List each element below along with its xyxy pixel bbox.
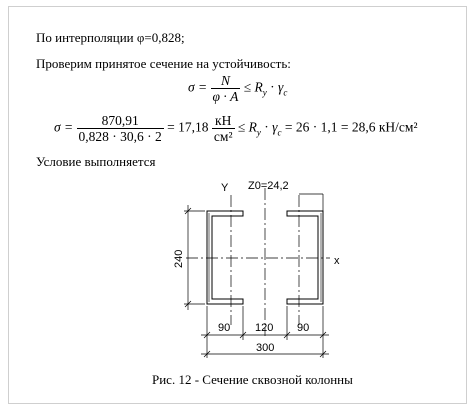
R-subscript: y	[262, 87, 267, 98]
interpolation-line: По интерполяции φ=0,828;	[36, 30, 185, 45]
figure-caption: Рис. 12 - Сечение сквозной колонны	[152, 372, 353, 387]
left-channel	[207, 211, 243, 304]
z0-label: Z0=24,2	[248, 180, 289, 192]
y-axis-label: Y	[221, 182, 229, 194]
gamma-subscript: c	[283, 87, 288, 98]
sigma-symbol: σ =	[188, 79, 208, 95]
le-sign: ≤	[243, 79, 252, 95]
gamma-subscript: c	[277, 127, 282, 138]
formula-tail: = 26 · 1,1 = 28,6 кН/см²	[284, 119, 418, 135]
R-subscript: y	[256, 127, 261, 138]
fraction-numerator: N	[220, 73, 230, 88]
le-sign: ≤	[237, 119, 246, 135]
condition-line: Условие выполняется	[36, 154, 156, 169]
dim-total-label: 300	[256, 342, 275, 354]
dot-operator: ·	[264, 119, 269, 135]
dim-left-label: 90	[218, 322, 231, 334]
R-symbol: R	[248, 119, 257, 135]
unit-numerator: кН	[215, 113, 232, 128]
fraction-denominator: φ · A	[212, 89, 239, 104]
fraction-numerator: 870,91	[101, 113, 139, 128]
dim-mid-label: 120	[255, 322, 274, 334]
sigma-symbol: σ =	[54, 119, 74, 135]
gamma-symbol: γ	[278, 79, 284, 95]
right-channel	[287, 211, 323, 304]
dim-right-label: 90	[297, 322, 310, 334]
gamma-symbol: γ	[272, 119, 278, 135]
R-symbol: R	[254, 79, 263, 95]
check-heading: Проверим принятое сечение на устойчивость:	[36, 56, 291, 71]
dot-operator: ·	[270, 79, 275, 95]
unit-denominator: см²	[213, 129, 233, 144]
fraction-denominator: 0,828 · 30,6 · 2	[78, 129, 162, 144]
height-label: 240	[173, 249, 185, 268]
x-axis-label: x	[334, 255, 340, 267]
computed-value: = 17,18	[167, 119, 209, 135]
